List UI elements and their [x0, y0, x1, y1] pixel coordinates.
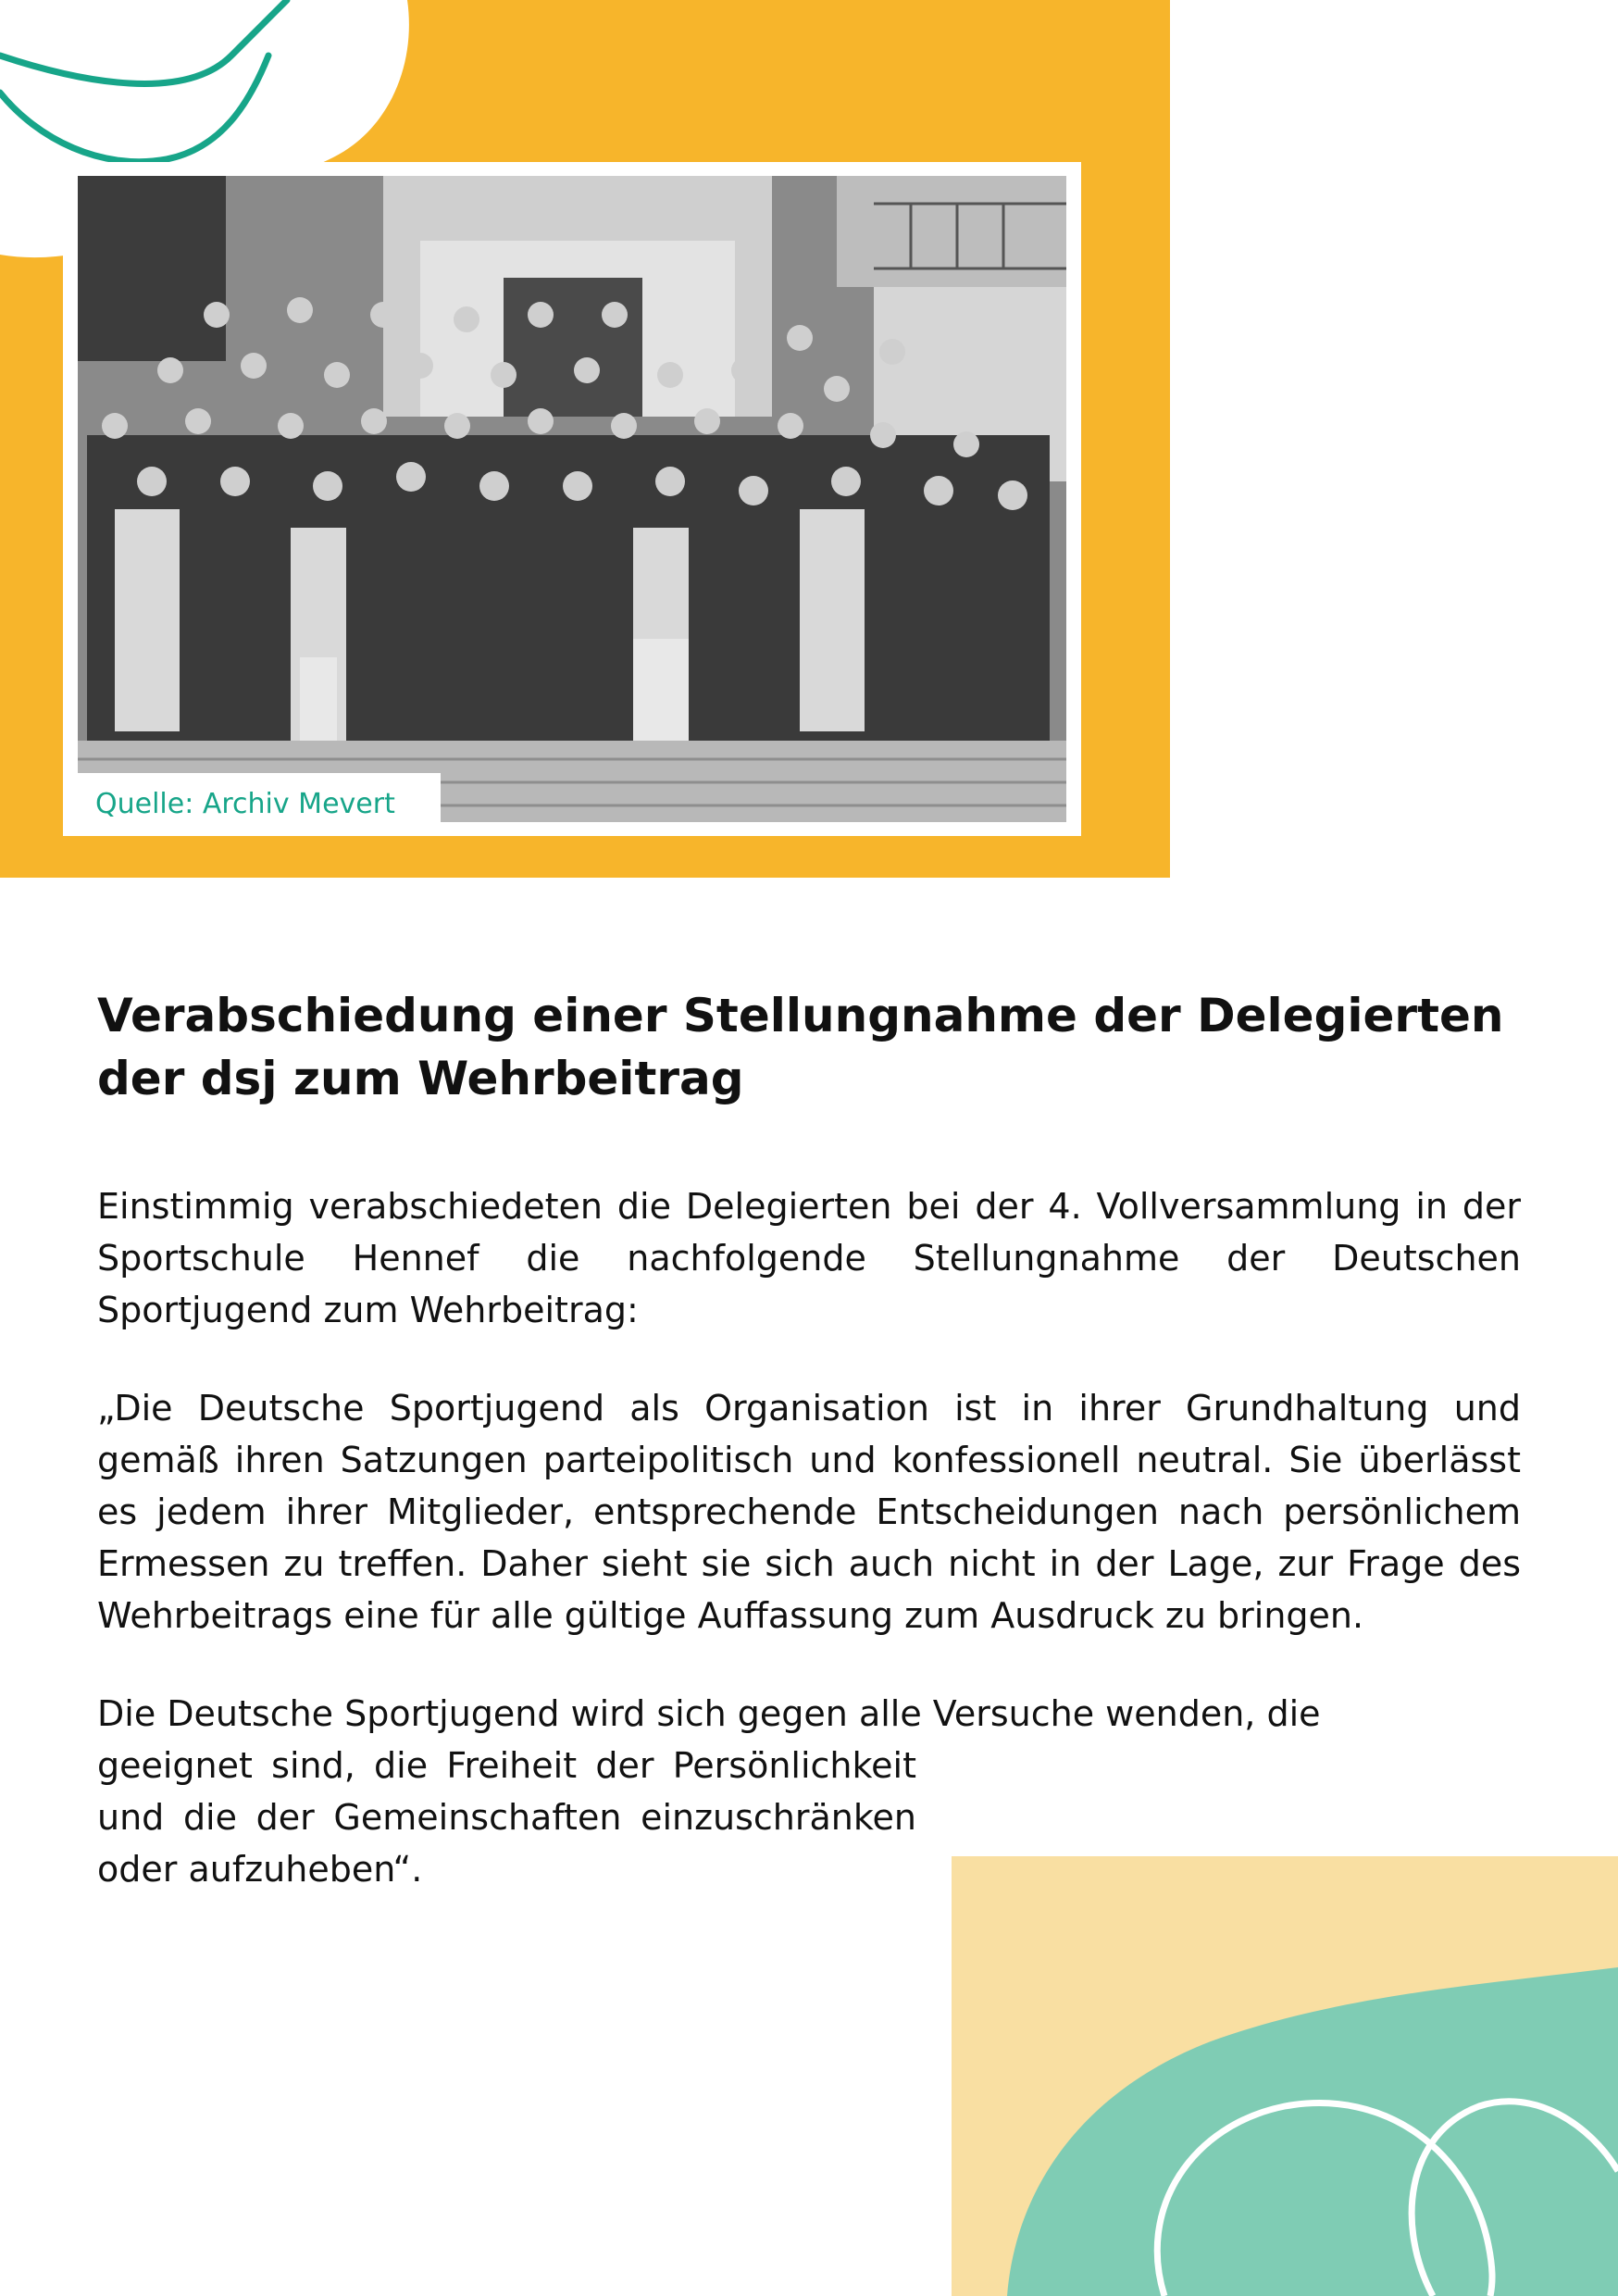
- article-title: Verabschiedung einer Stellungnahme der Delegierten der dsj zum Wehrbeitrag: [97, 989, 1504, 1105]
- paragraph-closing-rest: geeignet sind, die Freiheit der Persönlichkeit und die der Gemeinschaften einzuschränken oder aufzuheben“.: [97, 1745, 916, 1890]
- paragraph-intro: Einstimmig verabschiedeten die Delegierten bei der 4. Vollversammlung in der Sportschule Hennef die nachfolgende Stellungnahme der Deutschen Sportjugend zum Wehrbeitrag:: [97, 1186, 1521, 1330]
- paragraph-closing-line-1: Die Deutsche Sportjugend wird sich gegen alle Versuche wenden, die: [97, 1693, 1321, 1734]
- group-photo: [78, 176, 1066, 822]
- bottom-decoration: [952, 1856, 1618, 2296]
- paragraph-quote: „Die Deutsche Sportjugend als Organisation ist in ihrer Grundhaltung und gemäß ihren Satzungen parteipolitisch und konfessionell neutral. Sie überlässt es jedem ihrer Mitglieder, entsprechende Entscheidungen nach persönlichem Ermessen zu treffen. Daher sieht sie sich auch nicht in der Lage, zur Frage des Wehrbeitrags eine für alle gültige Auffassung zum Ausdruck zu bringen.: [97, 1388, 1521, 1636]
- article-body: [97, 1180, 1521, 1895]
- photo-caption: Quelle: Archiv Mevert: [63, 773, 441, 834]
